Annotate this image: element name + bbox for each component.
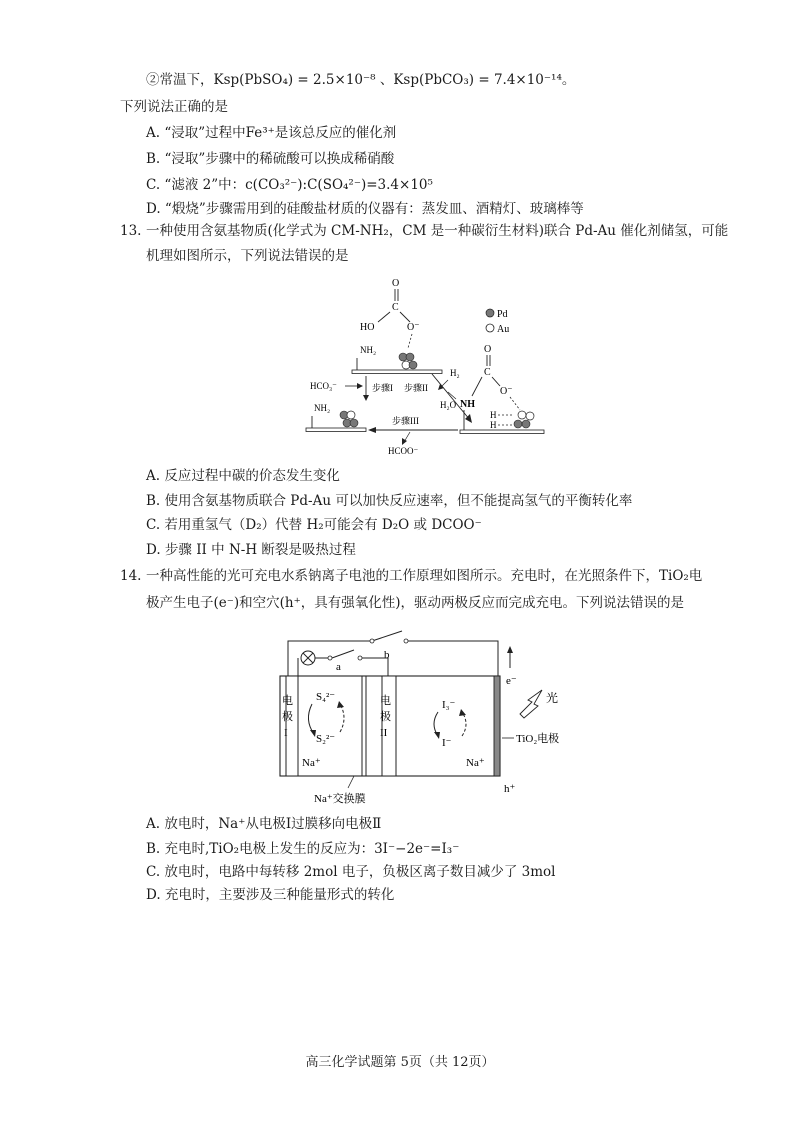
q13-step3: 步骤III (392, 416, 419, 426)
q13-option-d: D. 步骤 II 中 N-H 断裂是吸热过程 (146, 542, 356, 558)
q14-na-right: Na⁺ (466, 757, 485, 769)
q14-option-c: C. 放电时，电路中每转移 2mol 电子，负极区离子数目减少了 3mol (146, 864, 556, 880)
q13-c-top: C (392, 302, 399, 313)
q14-option-b: B. 充电时,TiO₂电极上发生的反应为：3I⁻−2e⁻=I₃⁻ (146, 841, 460, 857)
q13-option-b: B. 使用含氨基物质联合 Pd-Au 可以加快反应速率，但不能提高氢气的平衡转化率 (146, 493, 633, 509)
q13-o-right-minus: O⁻ (500, 386, 513, 397)
q14-h-plus: h⁺ (504, 783, 516, 795)
q14-tio2-label: TiO₂电极 (516, 733, 560, 745)
q13-c-right: C (484, 367, 491, 378)
q13-legend-pd: Pd (497, 309, 508, 320)
q13-o-top: O (392, 278, 400, 289)
q13-o-right: O (484, 344, 492, 355)
q14-option-d: D. 充电时，主要涉及三种能量形式的转化 (146, 887, 395, 903)
q12-condition: ②常温下，Ksp(PbSO₄) = 2.5×10⁻⁸ 、Ksp(PbCO₃) = 7.4×10⁻¹⁴。 (146, 72, 576, 88)
q13-h2: H₂ (450, 368, 460, 378)
q13-option-a: A. 反应过程中碳的价态发生变化 (146, 468, 340, 484)
q14-electrode2-l1: 电 (380, 695, 391, 707)
q14-electrode2-l2: 极 (380, 711, 391, 723)
q14-stem-line1: 一种高性能的光可充电水系钠离子电池的工作原理如图所示。充电时，在光照条件下，TiO₂电 (146, 568, 703, 584)
q14-switch-a: a (336, 661, 341, 673)
q13-option-c: C. 若用重氢气（D₂）代替 H₂可能会有 D₂O 或 DCOO⁻ (146, 517, 482, 533)
q14-i-minus: I⁻ (442, 737, 452, 749)
q13-stem-line1: 一种使用含氨基物质(化学式为 CM-NH₂，CM 是一种碳衍生材料)联合 Pd-Au 催化剂储氢，可能 (146, 223, 729, 239)
q14-number: 14. (120, 568, 142, 584)
q14-option-a: A. 放电时，Na⁺从电极Ⅰ过膜移向电极Ⅱ (146, 816, 382, 832)
q12-stem: 下列说法正确的是 (120, 99, 228, 115)
q14-e-minus: e⁻ (506, 675, 517, 687)
q13-mechanism-diagram (300, 270, 560, 456)
q14-na-left: Na⁺ (302, 757, 321, 769)
page-footer: 高三化学试题第 5页（共 12页） (305, 1055, 495, 1070)
q13-h2o: H₂O (440, 400, 457, 410)
q13-number: 13. (120, 223, 142, 239)
q12-option-b: B. “浸取”步骤中的稀硫酸可以换成稀硝酸 (146, 151, 395, 167)
q14-s2: S₂²⁻ (316, 733, 336, 745)
q14-membrane-label: Na⁺交换膜 (314, 793, 366, 805)
q13-h-b: H (490, 420, 497, 430)
q14-light: 光 (546, 691, 559, 705)
q13-nh: NH (460, 399, 475, 410)
q13-step2: 步骤II (404, 383, 428, 393)
q13-ho: HO (360, 322, 375, 333)
q14-s4: S₄²⁻ (316, 691, 336, 703)
q14-battery-diagram (270, 624, 600, 809)
q13-step1: 步骤I (372, 383, 393, 393)
q14-i3: I₃⁻ (442, 699, 456, 711)
q14-switch-b: b (384, 649, 390, 661)
q12-option-a: A. “浸取”过程中Fe³⁺是该总反应的催化剂 (146, 125, 397, 141)
q13-h-a: H (490, 410, 497, 420)
q14-electrode1-l3: I (284, 727, 288, 739)
q12-option-d: D. “煅烧”步骤需用到的硅酸盐材质的仪器有：蒸发皿、酒精灯、玻璃棒等 (146, 201, 584, 217)
q14-electrode2-l3: II (380, 727, 388, 739)
q14-electrode1-l1: 电 (282, 695, 293, 707)
q13-o-minus: O⁻ (407, 322, 420, 333)
q14-electrode1-l2: 极 (282, 711, 293, 723)
q13-hco3: HCO₃⁻ (310, 381, 337, 391)
q13-nh2-a: NH₂ (360, 345, 377, 355)
q13-legend-au: Au (497, 324, 510, 335)
q13-nh2-b: NH₂ (314, 403, 331, 413)
q14-stem-line2: 极产生电子(e⁻)和空穴(h⁺，具有强氧化性)，驱动两极反应而完成充电。下列说法错误的是 (146, 595, 685, 611)
q12-option-c: C. “滤液 2”中：c(CO₃²⁻):C(SO₄²⁻)=3.4×10⁵ (146, 177, 433, 193)
q13-hcoo: HCOO⁻ (388, 446, 419, 456)
q13-stem-line2: 机理如图所示，下列说法错误的是 (146, 248, 349, 264)
